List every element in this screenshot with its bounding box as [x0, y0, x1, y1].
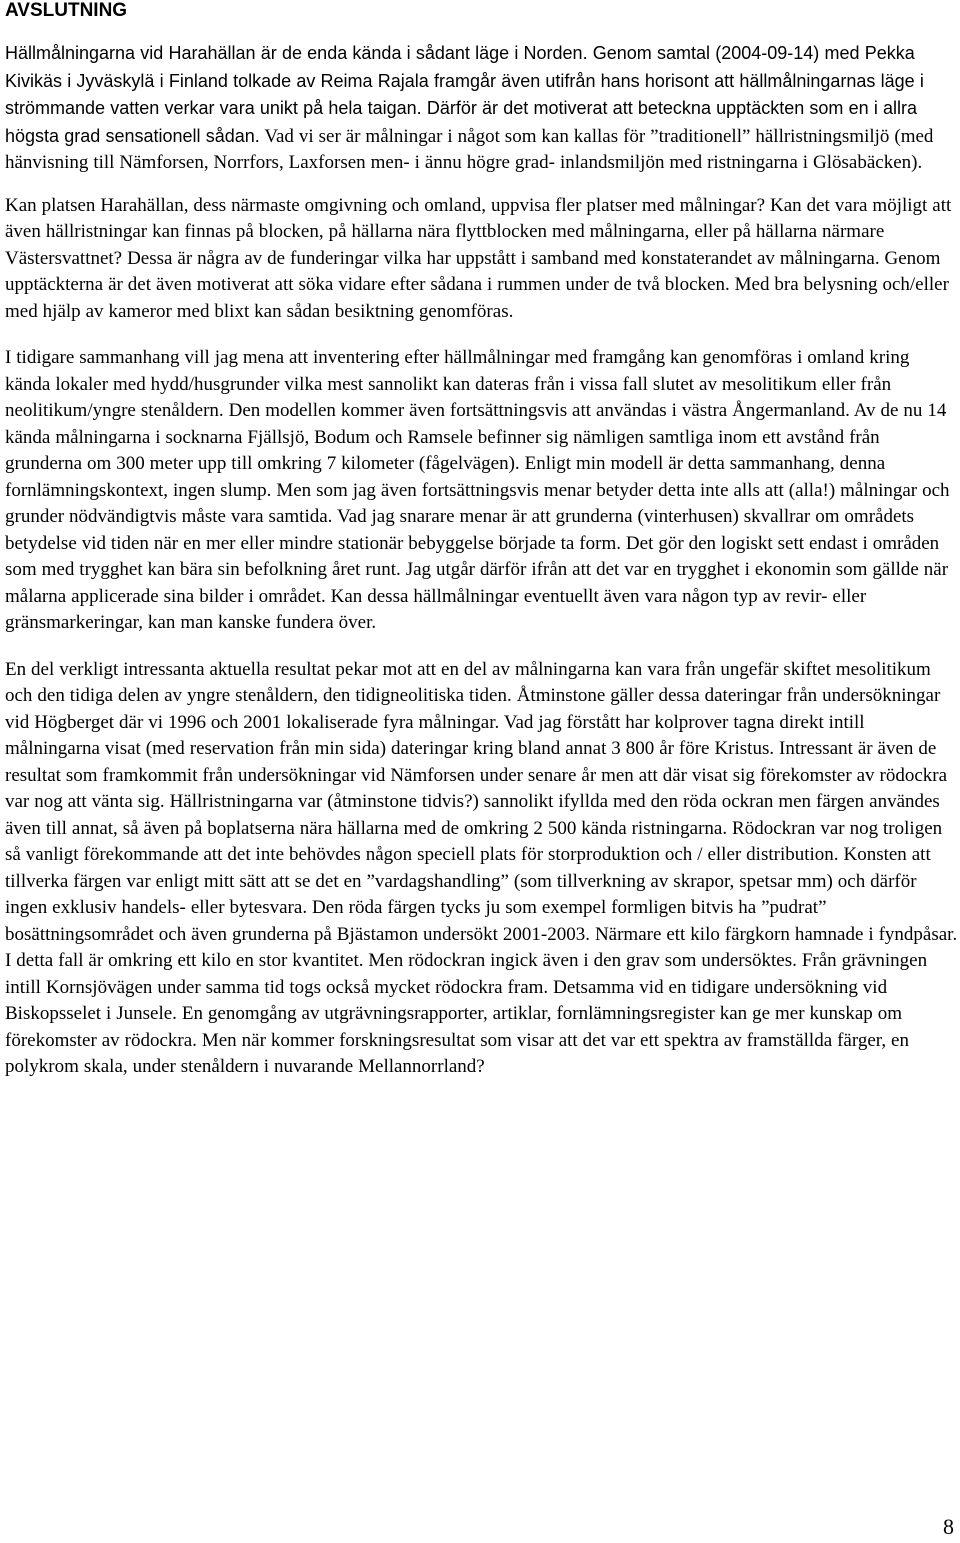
document-body — [5, 0, 959, 1081]
paragraph-2: Kan platsen Harahällan, dess närmaste omgivning och omland, uppvisa fler platser med målningar? Kan det vara möjligt att även hällristningar kan finnas på blocken, på hällarna nära flyttblocken med målningarna, eller på hällarna närmare Västersvattnet? Dessa är några av de funderingar vilka har uppstått i samband med konstaterandet av målningarna. Genom upptäckterna är det även motiverat att söka vidare efter sådana i rummen under de två blocken. Med bra belysning och/eller med hjälp av kameror med blixt kan sådan besiktning genomföras. — [5, 194, 952, 322]
paragraph-1-sans-part: Hällmålningarna vid Harahällan är de enda kända i sådant läge i Norden. Genom samtal (2004-09-14) med Pekka Kivikäs i Jyväskylä i Finland tolkade av Reima Rajala framgår även utifrån hans horisont att hällmålningarnas läge i strömmande vatten verkar vara unikt på hela taigan. Därför är det motiverat att beteckna upptäckten som en i allra högsta grad sensationell sådan. — [5, 43, 924, 146]
paragraph-3: I tidigare sammanhang vill jag mena att inventering efter hällmålningar med framgång kan genomföras i omland kring kända lokaler med hydd/husgrunder vilka mest sannolikt kan dateras från i vissa fall slutet av mesolitikum eller från neolitikum/yngre stenåldern. Den modellen kommer även fortsättningsvis att användas i västra Ångermanland. Av de nu 14 kända målningarna i socknarna Fjällsjö, Bodum och Ramsele befinner sig nämligen samtliga inom ett avstånd från grunderna om 300 meter upp till omkring 7 kilometer (fågelvägen). Enligt min modell är detta sammanhang, denna fornlämningskontext, ingen slump. Men som jag även fortsättningsvis menar betyder detta inte alls att (alla!) målningar och grunder nödvändigtvis måste vara samtida. Vad jag snarare menar är att grunderna (vinterhusen) skvallrar om områdets betydelse vid tiden när en mer eller mindre stationär bebyggelse började ta form. Det gör den logiskt sett endast i områden som med trygghet kan bära sin befolkning året runt. Jag utgår därför ifrån att det var en trygghet i ekonomin som gällde när målarna applicerade sina bilder i området. Kan dessa hällmålningar eventuellt även vara någon typ av revir- eller gränsmarkeringar, kan man kanske fundera över. — [5, 347, 950, 633]
section-heading: AVSLUTNING — [5, 0, 128, 21]
paragraph-4: En del verkligt intressanta aktuella resultat pekar mot att en del av målningarna kan vara från ungefär skiftet mesolitikum och den tidiga delen av yngre stenåldern, den tidigneolitiska tiden. Åtminstone gäller dessa dateringar från undersökningar vid Högberget där vi 1996 och 2001 lokaliserade fyra målningar. Vad jag förstått har kolprover tagna direkt intill målningarna visat (med reservation från min sida) dateringar kring bland annat 3 800 år före Kristus. Intressant är även de resultat som framkommit från undersökningar vid Nämforsen under senare år men att där visat sig förekomster av rödockra var nog att vänta sig. Hällristningarna var (åtminstone tidvis?) sannolikt ifyllda med den röda ockran men färgen användes även till annat, så även på boplatserna nära hällarna med de omkring 2 500 kända ristningarna. Rödockran var nog troligen så vanligt förekommande att det inte behövdes någon speciell plats för storproduktion och / eller distribution. Konsten att tillverka färgen var enligt mitt sätt att se det en ”vardagshandling” (som tillverkning av skrapor, spetsar mm) och därför ingen exklusiv handels- eller bytesvara. Den röda färgen tycks ju som exempel formligen bitvis ha ”pudrat” bosättningsområdet och även grunderna på Bjästamon undersökt 2001-2003. Närmare ett kilo färgkorn hamnade i fyndpåsar. I detta fall är omkring ett kilo en stor kvantitet. Men rödockran ingick även i den grav som undersöktes. Från grävningen intill Kornsjövägen under samma tid togs också mycket rödockra fram. Detsamma vid en tidigare undersökning vid Biskopsselet i Junsele. En genomgång av utgrävningsrapporter, artiklar, fornlämningsregister kan ge mer kunskap om förekomster av rödockra. Men när kommer forskningsresultat som visar att det var ett spektra av framställda färger, en polykrom skala, under stenåldern i nuvarande Mellannorrland? — [5, 658, 958, 1077]
paragraph-1-serif-part: Vad vi ser är målningar i något som kan kallas för ”traditionell” hällristningsmiljö (med hänvisning till Nämforsen, Norrfors, Laxforsen men- i ännu högre grad- inlandsmiljön med ristningarna i Glösabäcken). — [5, 125, 934, 173]
paragraph-1 — [5, 40, 959, 177]
page-number: 8 — [943, 1514, 954, 1539]
